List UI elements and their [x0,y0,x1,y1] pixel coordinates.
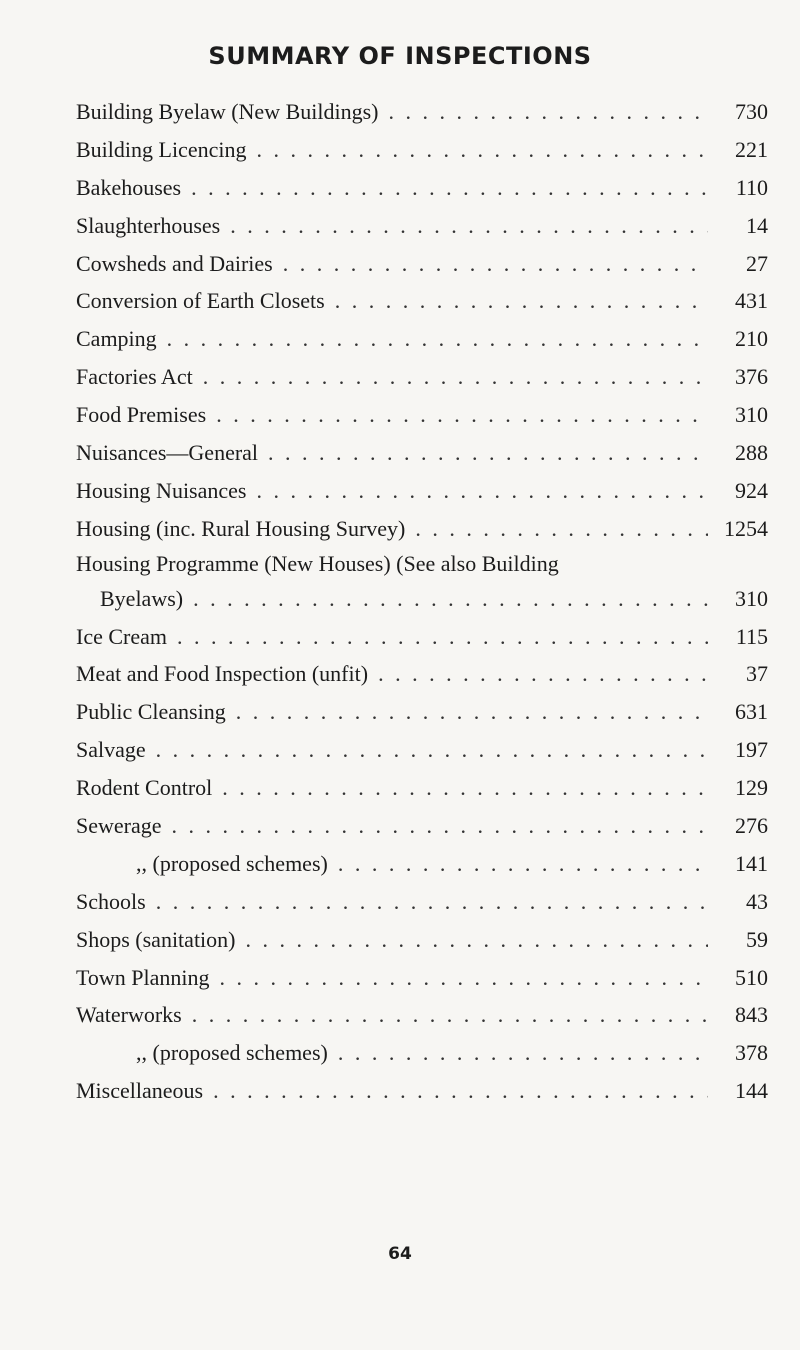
item-count: 310 [735,402,768,428]
page-number: 64 [388,1244,412,1264]
item-label-continued: Byelaws) [100,585,184,611]
item-label: Rodent Control [76,775,213,801]
dot-leader [167,320,708,358]
dot-leader [246,921,709,959]
dot-leader [415,510,708,548]
list-item [76,1034,768,1072]
item-count: 288 [735,440,768,466]
list-item [76,207,768,245]
item-count: 37 [746,661,768,687]
item-count: 129 [735,775,768,801]
dot-leader [338,845,708,883]
dot-leader [172,807,708,845]
item-count: 221 [735,136,768,162]
list-item [76,510,768,548]
page-title: SUMMARY OF INSPECTIONS [208,42,592,70]
item-count: 27 [746,250,768,276]
item-label: Slaughterhouses [76,212,221,238]
item-count: 110 [735,174,768,200]
list-item [76,769,768,807]
item-label: Housing Nuisances [76,477,247,503]
list-item [76,358,768,396]
dot-leader [335,282,708,320]
item-count: 197 [735,737,768,763]
item-label: Building Licencing [76,136,247,162]
list-item [76,93,768,131]
item-count: 115 [735,623,768,649]
list-item [76,731,768,769]
item-label: Housing Programme (New Houses) (See also Building [76,550,559,576]
item-count: 1254 [724,515,768,541]
inspection-list [76,93,768,1110]
dot-leader [388,93,708,131]
list-item [76,169,768,207]
item-count: 144 [735,1078,768,1104]
dot-leader [216,396,708,434]
dot-leader [230,207,708,245]
item-count: 210 [735,326,768,352]
item-label: Housing (inc. Rural Housing Survey) [76,515,406,541]
item-count: 376 [735,364,768,390]
list-item [76,245,768,283]
item-count: 59 [746,926,768,952]
list-item [76,693,768,731]
item-label: Sewerage [76,813,162,839]
item-label: ,, (proposed schemes) [136,850,328,876]
dot-leader [177,618,708,656]
item-label: Camping [76,326,157,352]
item-count: 378 [735,1040,768,1066]
list-item [76,996,768,1034]
list-item [76,959,768,997]
list-item [76,548,768,618]
item-label: Food Premises [76,402,207,428]
dot-leader [283,245,708,283]
item-count: 730 [735,99,768,124]
item-count: 510 [735,964,768,990]
item-label: Shops (sanitation) [76,926,236,952]
item-count: 310 [735,585,768,611]
list-item [76,396,768,434]
dot-leader [220,959,708,997]
item-count: 14 [746,212,768,238]
list-item [76,618,768,656]
list-item [76,472,768,510]
dot-leader [191,169,708,207]
list-item [76,434,768,472]
item-count: 631 [735,699,768,725]
item-count: 843 [735,1002,768,1028]
item-label: Meat and Food Inspection (unfit) [76,661,369,687]
dot-leader [213,1072,708,1110]
list-item [76,807,768,845]
list-item [76,845,768,883]
dot-leader [236,693,708,731]
dot-leader [338,1034,708,1072]
item-count: 924 [735,477,768,503]
item-label: Building Byelaw (New Buildings) [76,99,379,124]
item-label: ,, (proposed schemes) [136,1040,328,1066]
item-label: Miscellaneous [76,1078,204,1104]
list-item [76,655,768,693]
dot-leader [156,731,708,769]
item-count: 141 [735,850,768,876]
list-item [76,282,768,320]
item-label: Public Cleansing [76,699,226,725]
dot-leader [222,769,708,807]
dot-leader [193,580,708,618]
dot-leader [156,883,708,921]
dot-leader [256,472,708,510]
list-item [76,921,768,959]
dot-leader [268,434,708,472]
item-label: Nuisances—General [76,440,259,466]
item-label: Town Planning [76,964,210,990]
dot-leader [378,655,708,693]
dot-leader [203,358,708,396]
item-label: Salvage [76,737,146,763]
list-item [76,883,768,921]
item-count: 431 [735,288,768,314]
item-label: Factories Act [76,364,193,390]
item-label: Conversion of Earth Closets [76,288,325,314]
dot-leader [256,131,708,169]
item-label: Cowsheds and Dairies [76,250,273,276]
item-label: Schools [76,888,146,914]
list-item [76,320,768,358]
item-label: Bakehouses [76,174,182,200]
item-label: Ice Cream [76,623,167,649]
list-item [76,131,768,169]
item-count: 43 [746,888,768,914]
item-label: Waterworks [76,1002,182,1028]
dot-leader [192,996,708,1034]
list-item [76,1072,768,1110]
item-count: 276 [735,813,768,839]
